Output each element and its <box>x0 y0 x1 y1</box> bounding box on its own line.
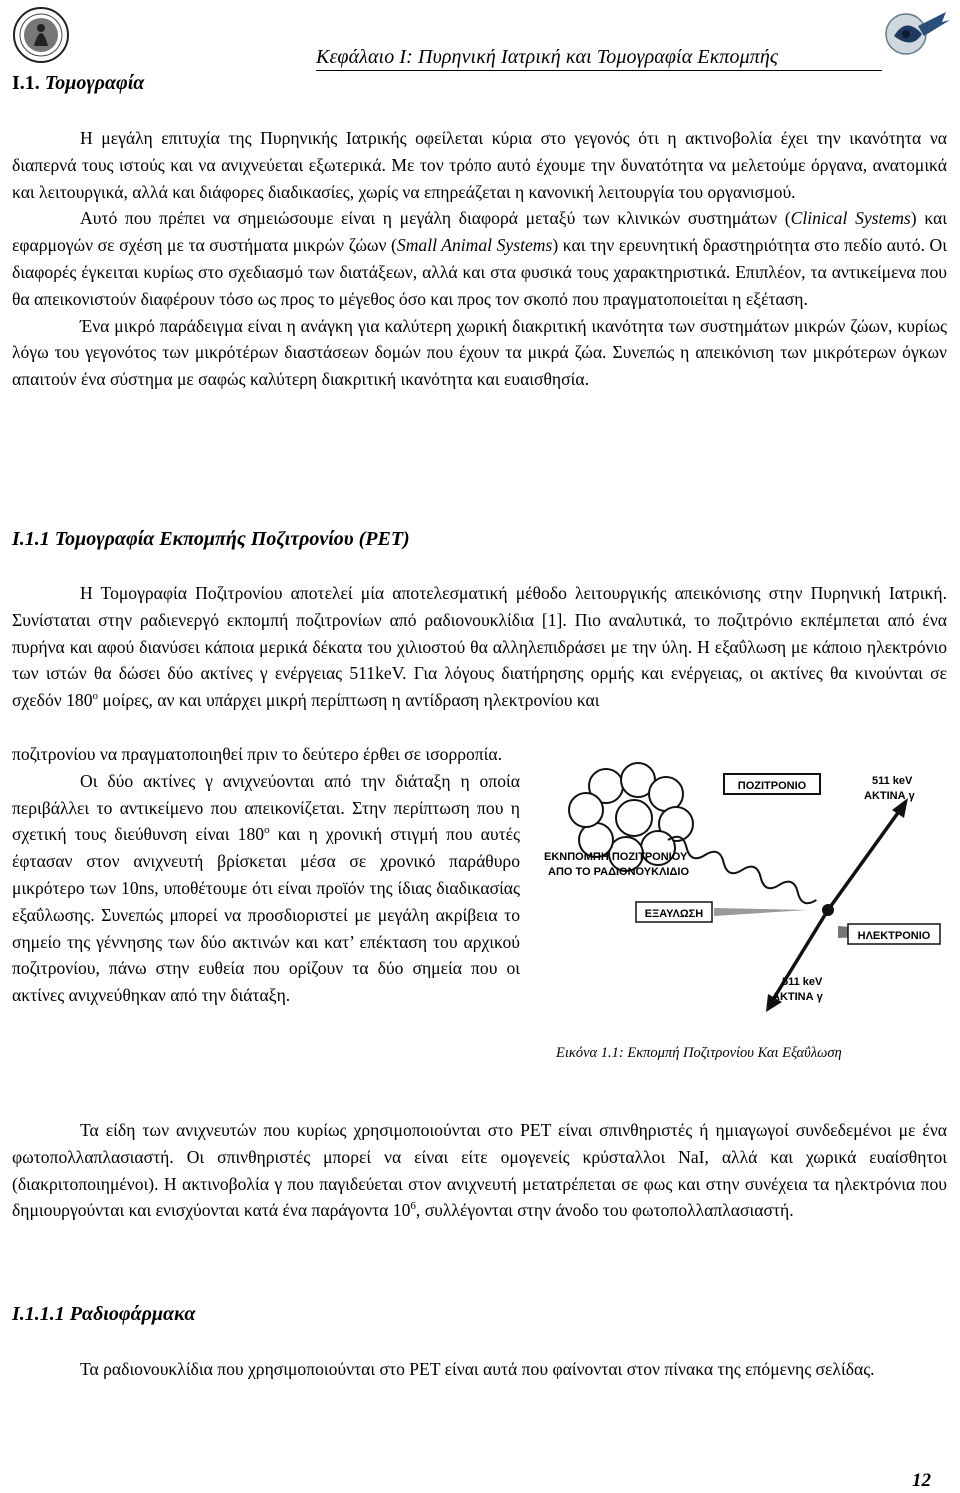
svg-text:ΕΚΝΠΟΜΠΗ ΠΟΖΙΤΡΟΝΙΟΥ: ΕΚΝΠΟΜΠΗ ΠΟΖΙΤΡΟΝΙΟΥ <box>544 851 688 863</box>
intro-paragraph-1: Η μεγάλη επιτυχία της Πυρηνικής Ιατρικής οφείλεται κύρια στο γεγονός ότι η ακτινοβολία έχει την ικανότητα να διαπερνά τους ιστούς και να ανιχνεύεται εξωτερικά. Με τον τρόπο αυτό έχουμε την δυνατότητα να μελετούμε όργανα, ανατομικά και λειτουργικά, αλλά και διάφορες διαδικασίες, χωρίς να επηρεάζεται η κανονική λειτουργία του οργανισμού. <box>12 128 947 202</box>
svg-text:ΑΠΟ ΤΟ ΡΑΔΙΟΝΟΥΚΛΙΔΙΟ: ΑΠΟ ΤΟ ΡΑΔΙΟΝΟΥΚΛΙΔΙΟ <box>548 866 690 878</box>
pet-heading: Ι.1.1 Τομογραφία Εκπομπής Ποζιτρονίου (PET) <box>12 528 410 550</box>
institute-emblem-logo <box>884 6 954 58</box>
degree-superscript: ο <box>92 690 99 703</box>
section-heading <box>12 72 144 95</box>
svg-text:ΕΞΑΥΛΩΣΗ: ΕΞΑΥΛΩΣΗ <box>644 908 704 920</box>
svg-text:ΑΚΤΙΝΑ γ: ΑΚΤΙΝΑ γ <box>864 790 915 802</box>
figure-caption: Εικόνα 1.1: Εκπομπή Ποζιτρονίου Και Εξαΰλωση <box>556 1045 842 1061</box>
section-title: Τομογραφία <box>44 72 145 94</box>
pet-paragraph-1-continued: ποζιτρονίου να πραγματοποιηθεί πριν το δεύτερο έρθει σε ισορροπία. <box>12 744 503 764</box>
radiopharmaceuticals-paragraph: Τα ραδιονουκλίδια που χρησιμοποιούνται στο PET είναι αυτά που φαίνονται στον πίνακα της επόμενης σελίδας. <box>80 1359 875 1379</box>
svg-text:511 keV: 511 keV <box>782 976 823 988</box>
intro-paragraph-3: Ένα μικρό παράδειγμα είναι η ανάγκη για καλύτερη χωρική διακριτική ικανότητα των συστημάτων μικρών ζώων, κυρίως λόγω του γεγονότος των μικρότέρων διαστάσεων δομών που έχουν τα μικρά ζώα. Συνεπώς η απεικόνιση των μικρότερων όγκων απαιτούν ένα σύστημα με σαφώς καλύτερη διακριτική ικανότητα και ευαισθησία. <box>12 315 947 390</box>
svg-text:ΑΚΤΙΝΑ γ: ΑΚΤΙΝΑ γ <box>772 991 823 1003</box>
pet-paragraph-2: Οι δύο ακτίνες γ ανιχνεύονται από την διάταξη η οποία περιβάλλει το αντικείμενο που απεικονίζεται. Στην περίπτωση που η σχετική τους διεύθυνση είναι $180^o$ και η χρονική στιγμή που αυτές έφτασαν στον ανιχνευτή βρίσκεται μέσα σε χρονικό παράθυρο μικρότερο των 10ns, υποθέτουμε ότι είναι προϊόν της ίδιας διαδικασίας εξαΰλωσης. Συνεπώς μπορεί να προσδιοριστεί με μεγάλη ακρίβεια το σημείο της γέννησης των δύο ακτινών και κατ’ επέκταση του αρχικού ποζιτρονίου, πάνω στην ευθεία που ορίζουν τα δύο σημεία που οι ακτίνες ανιχνεύθηκαν από την διάταξη. <box>12 770 520 1006</box>
pet-column-text <box>12 741 520 1009</box>
header-rule <box>316 70 882 71</box>
pet-paragraph-1: Η Τομογραφία Ποζιτρονίου αποτελεί μία αποτελεσματική μέθοδο λειτουργικής απεικόνισης στην Πυρηνική Ιατρική. Συνίσταται στην ραδιενεργό εκπομπή ποζιτρονίων από ραδιονουκλίδια [1]. Πιο αναλυτικά, το ποζιτρόνιο εκπέμπεται από ένα πυρήνα και αφού διανύσει κάποια μερικά δέκατα του χιλιοστού θα αλληλεπιδράσει με την ύλη. Η εξαΰλωση με κάποιο ηλεκτρόνιο των ιστών θα δώσει δύο ακτίνες γ ενέργειας 511keV. Για λόγους διατήρησης ορμής και ενέργειας, οι ακτίνες θα κινούνται σε σχεδόν $180^o$ μοίρες, αν και υπάρχει μικρή περίπτωση η αντίδραση ηλεκτρονίου και <box>12 583 947 711</box>
page-number: 12 <box>912 1470 931 1491</box>
pet-paragraph-3: Τα είδη των ανιχνευτών που κυρίως χρησιμοποιούνται στο PET είναι σπινθηριστές ή ημιαγωγοί συνδεδεμένοι με ένα φωτοπολλαπλασιαστή. Οι σπινθηριστές μπορεί να είναι είτε ομογενείς κρύσταλλοι NaI, αλλά και χωρικά ευαίσθητοι (διακριτοποιημένοι). Η ακτινοβολία γ που παγιδεύεται στον ανιχνευτή μετατρέπεται σε φως και στην συνέχεια τα ηλεκτρόνια που δημιουργούνται και ενισχύονται κατά ένα παράγοντα $10^6$, συλλέγονται στην άνοδο του φωτοπολλαπλασιαστή. <box>12 1120 947 1221</box>
small-animal-systems-term: Small Animal Systems <box>396 235 553 256</box>
positron-annihilation-figure <box>538 760 948 1040</box>
exponent-superscript: 6 <box>410 1200 416 1213</box>
intro-paragraph-2: Αυτό που πρέπει να σημειώσουμε είναι η μεγάλη διαφορά μεταξύ των κλινικών συστημάτων (Clinical Systems) και εφαρμογών σε σχέση με τα συστήματα μικρών ζώων (Small Animal Systems) και την ερευνητική δραστηριότητα στο πεδίο αυτό. Οι διαφορές έγκειται κυρίως στο σχεδιασμό των διατάξεων, αλλά και στα φυσικά τους χαρακτηριστικά. Επιπλέον, τα αντικείμενα που θα απεικονιστούν διαφέρουν τόσο ως προς το μέγεθος όσο και προς τον σκοπό που πραγματοποιείται η εξέταση. <box>12 208 948 309</box>
intro-text <box>12 125 947 393</box>
svg-text:ΠΟΖΙΤΡΟΝΙΟ: ΠΟΖΙΤΡΟΝΙΟ <box>737 780 807 792</box>
university-seal-logo <box>12 6 70 64</box>
svg-text:511 keV: 511 keV <box>872 775 913 787</box>
section-number: Ι.1. <box>12 72 40 94</box>
chapter-header: Κεφάλαιο Ι: Πυρηνική Ιατρική και Τομογραφία Εκπομπής <box>316 46 779 68</box>
radiopharmaceuticals-heading: Ι.1.1.1 Ραδιοφάρμακα <box>12 1303 196 1325</box>
svg-text:ΗΛΕΚΤΡΟΝΙΟ: ΗΛΕΚΤΡΟΝΙΟ <box>857 930 931 942</box>
clinical-systems-term: Clinical Systems <box>790 208 911 229</box>
